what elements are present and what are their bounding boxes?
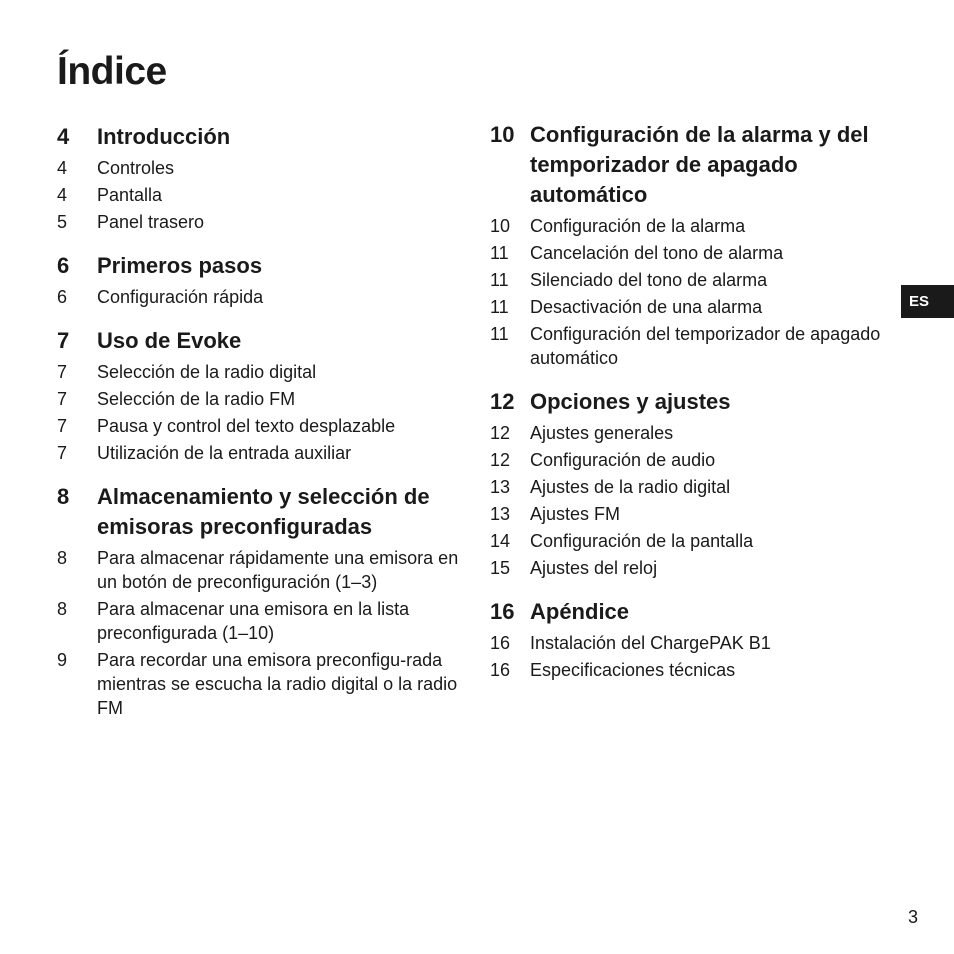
page-title: Índice <box>57 50 167 93</box>
toc-entry <box>490 631 885 655</box>
entry-title: Ajustes de la radio digital <box>530 477 731 497</box>
entry-title: Cancelación del tono de alarma <box>530 243 784 263</box>
toc-section <box>490 120 885 370</box>
entry-title: Ajustes del reloj <box>530 558 658 578</box>
entry-title: Controles <box>97 158 175 178</box>
entry-title: Configuración de audio <box>530 450 716 470</box>
section-number: 16 <box>490 599 515 624</box>
toc-entry <box>490 268 885 292</box>
entry-title: Para almacenar rápidamente una emisora en un botón de preconfiguración (1–3) <box>97 548 459 592</box>
entry-list <box>57 546 472 720</box>
section-heading <box>57 122 472 152</box>
entry-page-number: 11 <box>490 270 509 290</box>
entry-page-number: 12 <box>490 450 511 470</box>
section-heading <box>490 597 885 627</box>
entry-title: Configuración de la pantalla <box>530 531 754 551</box>
entry-page-number: 10 <box>490 216 511 236</box>
entry-page-number: 11 <box>490 297 509 317</box>
language-tab: ES <box>901 285 954 318</box>
entry-page-number: 12 <box>490 423 511 443</box>
toc-entry <box>490 658 885 682</box>
toc-entry <box>57 210 472 234</box>
toc-section <box>490 387 885 580</box>
toc-entry <box>57 285 472 309</box>
toc-entry <box>490 295 885 319</box>
section-title: Uso de Evoke <box>97 328 242 353</box>
entry-page-number: 16 <box>490 660 511 680</box>
toc-entry <box>490 502 885 526</box>
section-title: Configuración de la alarma y del temporizador de apagado automático <box>530 122 869 207</box>
entry-page-number: 8 <box>57 599 68 619</box>
entry-title: Especificaciones técnicas <box>530 660 736 680</box>
toc-entry <box>57 387 472 411</box>
toc-entry <box>490 556 885 580</box>
entry-title: Selección de la radio FM <box>97 389 296 409</box>
toc-section <box>490 597 885 682</box>
entry-title: Para almacenar una emisora en la lista preconfigurada (1–10) <box>97 599 410 643</box>
entry-page-number: 13 <box>490 504 511 524</box>
entry-list <box>57 360 472 465</box>
section-heading <box>57 326 472 356</box>
entry-page-number: 11 <box>490 324 509 344</box>
toc-column-right <box>490 120 885 699</box>
toc-entry <box>490 241 885 265</box>
entry-list <box>490 214 885 370</box>
section-number: 8 <box>57 484 70 509</box>
entry-title: Para recordar una emisora preconfigu-rada mientras se escucha la radio digital o la radio FM <box>97 650 458 718</box>
entry-list <box>490 421 885 580</box>
section-number: 4 <box>57 124 70 149</box>
toc-entry <box>490 475 885 499</box>
entry-list <box>57 285 472 309</box>
entry-page-number: 4 <box>57 185 68 205</box>
toc-entry <box>57 441 472 465</box>
toc-section <box>57 482 472 720</box>
entry-page-number: 7 <box>57 389 68 409</box>
toc-section <box>57 251 472 309</box>
toc-entry <box>490 448 885 472</box>
entry-title: Configuración del temporizador de apagado automático <box>530 324 881 368</box>
toc-entry <box>57 183 472 207</box>
entry-page-number: 6 <box>57 287 68 307</box>
entry-page-number: 11 <box>490 243 509 263</box>
entry-title: Silenciado del tono de alarma <box>530 270 768 290</box>
section-number: 12 <box>490 389 515 414</box>
entry-title: Pantalla <box>97 185 163 205</box>
page-number: 3 <box>908 907 919 927</box>
section-title: Apéndice <box>530 599 630 624</box>
entry-title: Desactivación de una alarma <box>530 297 763 317</box>
section-heading <box>57 251 472 281</box>
entry-title: Pausa y control del texto desplazable <box>97 416 396 436</box>
entry-title: Ajustes generales <box>530 423 674 443</box>
entry-title: Ajustes FM <box>530 504 621 524</box>
entry-list <box>490 631 885 682</box>
entry-page-number: 4 <box>57 158 68 178</box>
section-title: Introducción <box>97 124 231 149</box>
toc-entry <box>490 421 885 445</box>
section-number: 10 <box>490 122 515 147</box>
section-heading <box>490 120 885 210</box>
toc-entry <box>57 414 472 438</box>
toc-entry <box>57 546 472 594</box>
toc-entry <box>57 156 472 180</box>
entry-title: Instalación del ChargePAK B1 <box>530 633 771 653</box>
toc-entry <box>57 648 472 720</box>
entry-page-number: 14 <box>490 531 511 551</box>
entry-page-number: 7 <box>57 443 68 463</box>
toc-entry <box>490 322 885 370</box>
section-title: Primeros pasos <box>97 253 263 278</box>
entry-page-number: 7 <box>57 416 68 436</box>
section-number: 6 <box>57 253 70 278</box>
toc-section <box>57 326 472 465</box>
section-number: 7 <box>57 328 70 353</box>
section-title: Almacenamiento y selección de emisoras preconfiguradas <box>97 484 430 539</box>
entry-page-number: 13 <box>490 477 511 497</box>
entry-title: Utilización de la entrada auxiliar <box>97 443 352 463</box>
toc-section <box>57 122 472 234</box>
entry-title: Panel trasero <box>97 212 205 232</box>
entry-page-number: 5 <box>57 212 68 232</box>
toc-column-left <box>57 122 472 737</box>
entry-page-number: 8 <box>57 548 68 568</box>
entry-title: Configuración rápida <box>97 287 264 307</box>
toc-entry <box>490 214 885 238</box>
toc-entry <box>490 529 885 553</box>
entry-list <box>57 156 472 234</box>
section-heading <box>57 482 472 542</box>
entry-page-number: 7 <box>57 362 68 382</box>
entry-page-number: 9 <box>57 650 68 670</box>
section-title: Opciones y ajustes <box>530 389 731 414</box>
toc-entry <box>57 597 472 645</box>
entry-title: Selección de la radio digital <box>97 362 317 382</box>
entry-page-number: 16 <box>490 633 511 653</box>
entry-page-number: 15 <box>490 558 511 578</box>
section-heading <box>490 387 885 417</box>
entry-title: Configuración de la alarma <box>530 216 746 236</box>
toc-entry <box>57 360 472 384</box>
